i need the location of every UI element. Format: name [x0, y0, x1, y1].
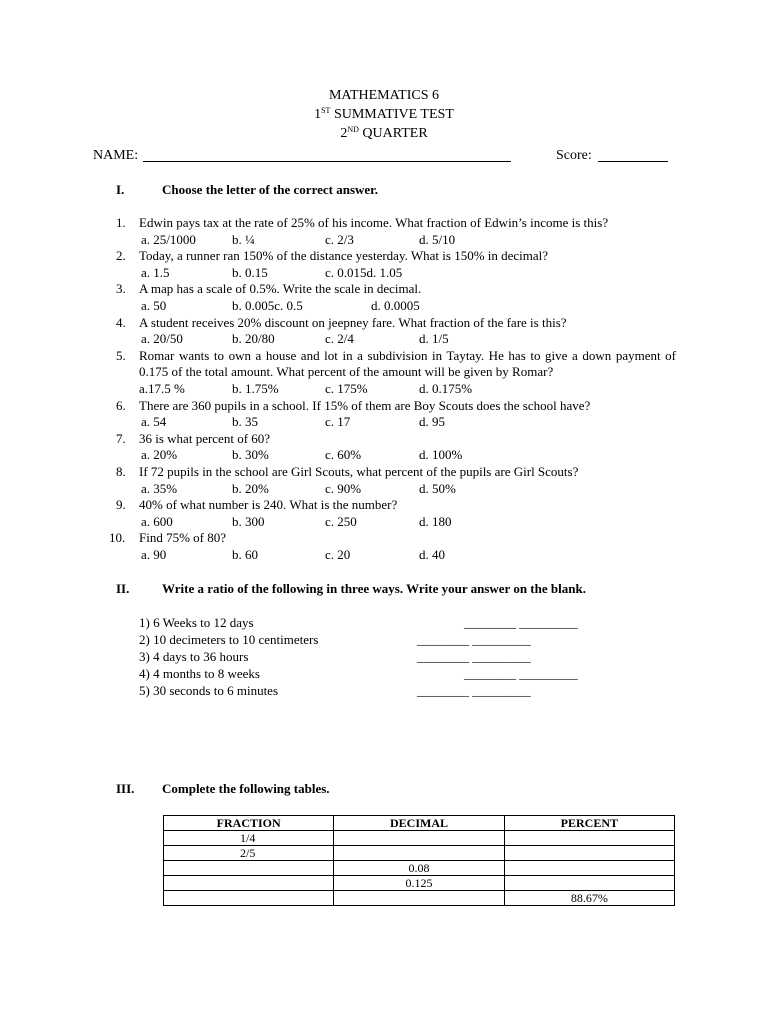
option-c[interactable]: c. 250	[325, 513, 357, 529]
option-c[interactable]: c. 2/3	[325, 231, 354, 247]
answer-options	[139, 265, 676, 282]
option-b[interactable]: b. 20%	[232, 480, 269, 496]
option-c[interactable]: c. 17	[325, 414, 351, 430]
name-blank[interactable]	[143, 161, 511, 162]
option-d[interactable]: d. 180	[419, 513, 452, 529]
option-a[interactable]: a. 1.5	[141, 264, 170, 280]
test-header	[0, 86, 768, 143]
question-text: If 72 pupils in the school are Girl Scouts, what percent of the pupils are Girl Scouts?	[139, 463, 579, 479]
question-text: Edwin pays tax at the rate of 25% of his income. What fraction of Edwin’s income is this?	[139, 215, 609, 230]
table-row	[164, 861, 675, 876]
ratio-item	[139, 631, 599, 648]
question-item	[116, 431, 676, 464]
cell-percent[interactable]: 88.67%	[504, 891, 674, 906]
answer-blank[interactable]: ________ _________	[417, 632, 531, 647]
option-a[interactable]: a. 600	[141, 513, 173, 529]
subject-title: MATHEMATICS 6	[328, 88, 440, 103]
ratio-item	[139, 682, 599, 699]
section-1-title: Choose the letter of the correct answer.	[162, 182, 378, 197]
answer-options	[139, 414, 676, 431]
option-d[interactable]: d. 5/10	[419, 231, 456, 247]
option-b[interactable]: b. 60	[232, 546, 258, 562]
option-b[interactable]: b. 30%	[232, 447, 269, 463]
answer-options	[139, 232, 676, 249]
option-b[interactable]: b. 0.15	[232, 264, 268, 280]
section-3-roman: III.	[116, 781, 135, 796]
option-c[interactable]: c. 0.015d. 1.05	[325, 264, 403, 280]
question-number: 8.	[116, 463, 126, 479]
cell-percent[interactable]	[504, 861, 674, 876]
option-a[interactable]: a. 35%	[141, 480, 178, 496]
question-number: 9.	[116, 497, 126, 513]
question-text: 40% of what number is 240. What is the number?	[139, 497, 398, 513]
answer-options	[139, 547, 676, 564]
question-item	[116, 315, 676, 348]
option-c[interactable]: c. 90%	[325, 480, 362, 496]
option-a[interactable]: a. 90	[141, 546, 167, 562]
answer-options	[139, 331, 676, 348]
question-number: 3.	[116, 281, 126, 297]
question-number: 5.	[116, 347, 126, 363]
question-item	[109, 530, 676, 563]
option-a[interactable]: a. 50	[141, 297, 167, 313]
question-number: 2.	[116, 248, 126, 264]
option-d[interactable]: d. 0.175%	[419, 380, 473, 396]
cell-percent[interactable]	[504, 876, 674, 891]
ratio-text: 1) 6 Weeks to 12 days	[139, 615, 254, 630]
option-a[interactable]: a. 20/50	[141, 331, 183, 347]
ratio-text: 4) 4 months to 8 weeks	[139, 666, 260, 681]
option-c[interactable]: c. 175%	[325, 380, 368, 396]
question-item	[116, 215, 676, 248]
name-label: NAME:	[93, 148, 139, 163]
section-3-title: Complete the following tables.	[162, 781, 330, 796]
cell-fraction[interactable]: 2/5	[164, 846, 334, 861]
ratio-text: 2) 10 decimeters to 10 centimeters	[139, 632, 319, 647]
answer-blank[interactable]: ________ _________	[417, 683, 531, 698]
question-number: 4.	[116, 314, 126, 330]
table-row	[164, 876, 675, 891]
option-b[interactable]: b. 1.75%	[232, 380, 279, 396]
table-header-row	[164, 816, 675, 831]
table-row	[164, 831, 675, 846]
question-text: Find 75% of 80?	[139, 530, 227, 546]
ratio-item	[139, 648, 599, 665]
option-d[interactable]: d. 1/5	[419, 331, 449, 347]
answer-blank[interactable]: ________ _________	[464, 666, 578, 681]
table-row	[164, 846, 675, 861]
answer-options	[139, 447, 676, 464]
ratio-text: 5) 30 seconds to 6 minutes	[139, 683, 279, 698]
option-a[interactable]: a. 54	[141, 414, 167, 430]
question-number: 6.	[116, 397, 126, 413]
test-title: 1ST SUMMATIVE TEST	[314, 106, 454, 122]
cell-decimal[interactable]	[334, 891, 504, 906]
answer-options	[139, 381, 676, 398]
section-2-roman: II.	[116, 581, 130, 596]
section-2-title: Write a ratio of the following in three ways. Write your answer on the blank.	[162, 581, 586, 596]
question-text: A student receives 20% discount on jeepney fare. What fraction of the fare is this?	[139, 314, 567, 330]
option-a[interactable]: a.17.5 %	[139, 380, 185, 396]
cell-decimal[interactable]: 0.08	[334, 861, 504, 876]
question-text: Romar wants to own a house and lot in a subdivision in Taytay. He has to give a down payment of 0.175 of the total amount. What percent of the amount will be given by Romar?	[139, 347, 676, 380]
option-d[interactable]: d. 50%	[419, 480, 456, 496]
option-b[interactable]: b. 35	[232, 414, 258, 430]
header-decimal: DECIMAL	[334, 816, 504, 831]
question-text: 36 is what percent of 60?	[139, 430, 271, 446]
option-b[interactable]: b. ¼	[232, 231, 255, 247]
name-score-row	[93, 147, 673, 167]
conversion-table	[163, 815, 675, 906]
section-1-roman: I.	[116, 182, 125, 197]
cell-fraction[interactable]: 1/4	[164, 831, 334, 846]
option-b[interactable]: b. 0.005c. 0.5	[232, 297, 303, 313]
question-item	[116, 348, 676, 398]
option-c[interactable]: c. 2/4	[325, 331, 354, 347]
option-c[interactable]: c. 60%	[325, 447, 362, 463]
question-number: 10.	[109, 530, 126, 546]
answer-options	[139, 298, 676, 315]
question-text: Today, a runner ran 150% of the distance yesterday. What is 150% in decimal?	[139, 248, 549, 264]
score-label: Score:	[556, 148, 592, 163]
option-d[interactable]: d. 0.0005	[371, 297, 420, 313]
header-percent: PERCENT	[504, 816, 674, 831]
question-number: 1.	[116, 215, 126, 230]
cell-decimal[interactable]	[334, 846, 504, 861]
question-item	[116, 497, 676, 530]
answer-blank[interactable]: ________ _________	[464, 615, 578, 630]
header-fraction: FRACTION	[164, 816, 334, 831]
ratio-list	[139, 614, 599, 699]
cell-percent[interactable]	[504, 846, 674, 861]
option-d[interactable]: d. 40	[419, 546, 445, 562]
cell-fraction[interactable]	[164, 861, 334, 876]
option-d[interactable]: d. 100%	[419, 447, 463, 463]
question-number: 7.	[116, 430, 126, 446]
ratio-item	[139, 614, 599, 631]
cell-fraction[interactable]	[164, 891, 334, 906]
option-d[interactable]: d. 95	[419, 414, 445, 430]
score-blank[interactable]	[598, 161, 668, 162]
question-text: A map has a scale of 0.5%. Write the scale in decimal.	[139, 281, 422, 297]
option-a[interactable]: a. 25/1000	[141, 231, 196, 247]
table-row	[164, 891, 675, 906]
answer-options	[139, 481, 676, 498]
option-a[interactable]: a. 20%	[141, 447, 178, 463]
quarter-title: 2ND QUARTER	[340, 125, 428, 141]
answer-options	[139, 514, 676, 531]
answer-blank[interactable]: ________ _________	[417, 649, 531, 664]
cell-fraction[interactable]	[164, 876, 334, 891]
question-item	[116, 398, 676, 431]
question-item	[116, 281, 676, 314]
option-b[interactable]: b. 20/80	[232, 331, 275, 347]
ratio-item	[139, 665, 599, 682]
question-item	[116, 248, 676, 281]
option-c[interactable]: c. 20	[325, 546, 351, 562]
cell-decimal[interactable]: 0.125	[334, 876, 504, 891]
ratio-text: 3) 4 days to 36 hours	[139, 649, 249, 664]
question-text: There are 360 pupils in a school. If 15% of them are Boy Scouts does the school have?	[139, 397, 591, 413]
option-b[interactable]: b. 300	[232, 513, 265, 529]
cell-decimal[interactable]	[334, 831, 504, 846]
question-list	[109, 215, 676, 563]
question-item	[116, 464, 676, 497]
cell-percent[interactable]	[504, 831, 674, 846]
